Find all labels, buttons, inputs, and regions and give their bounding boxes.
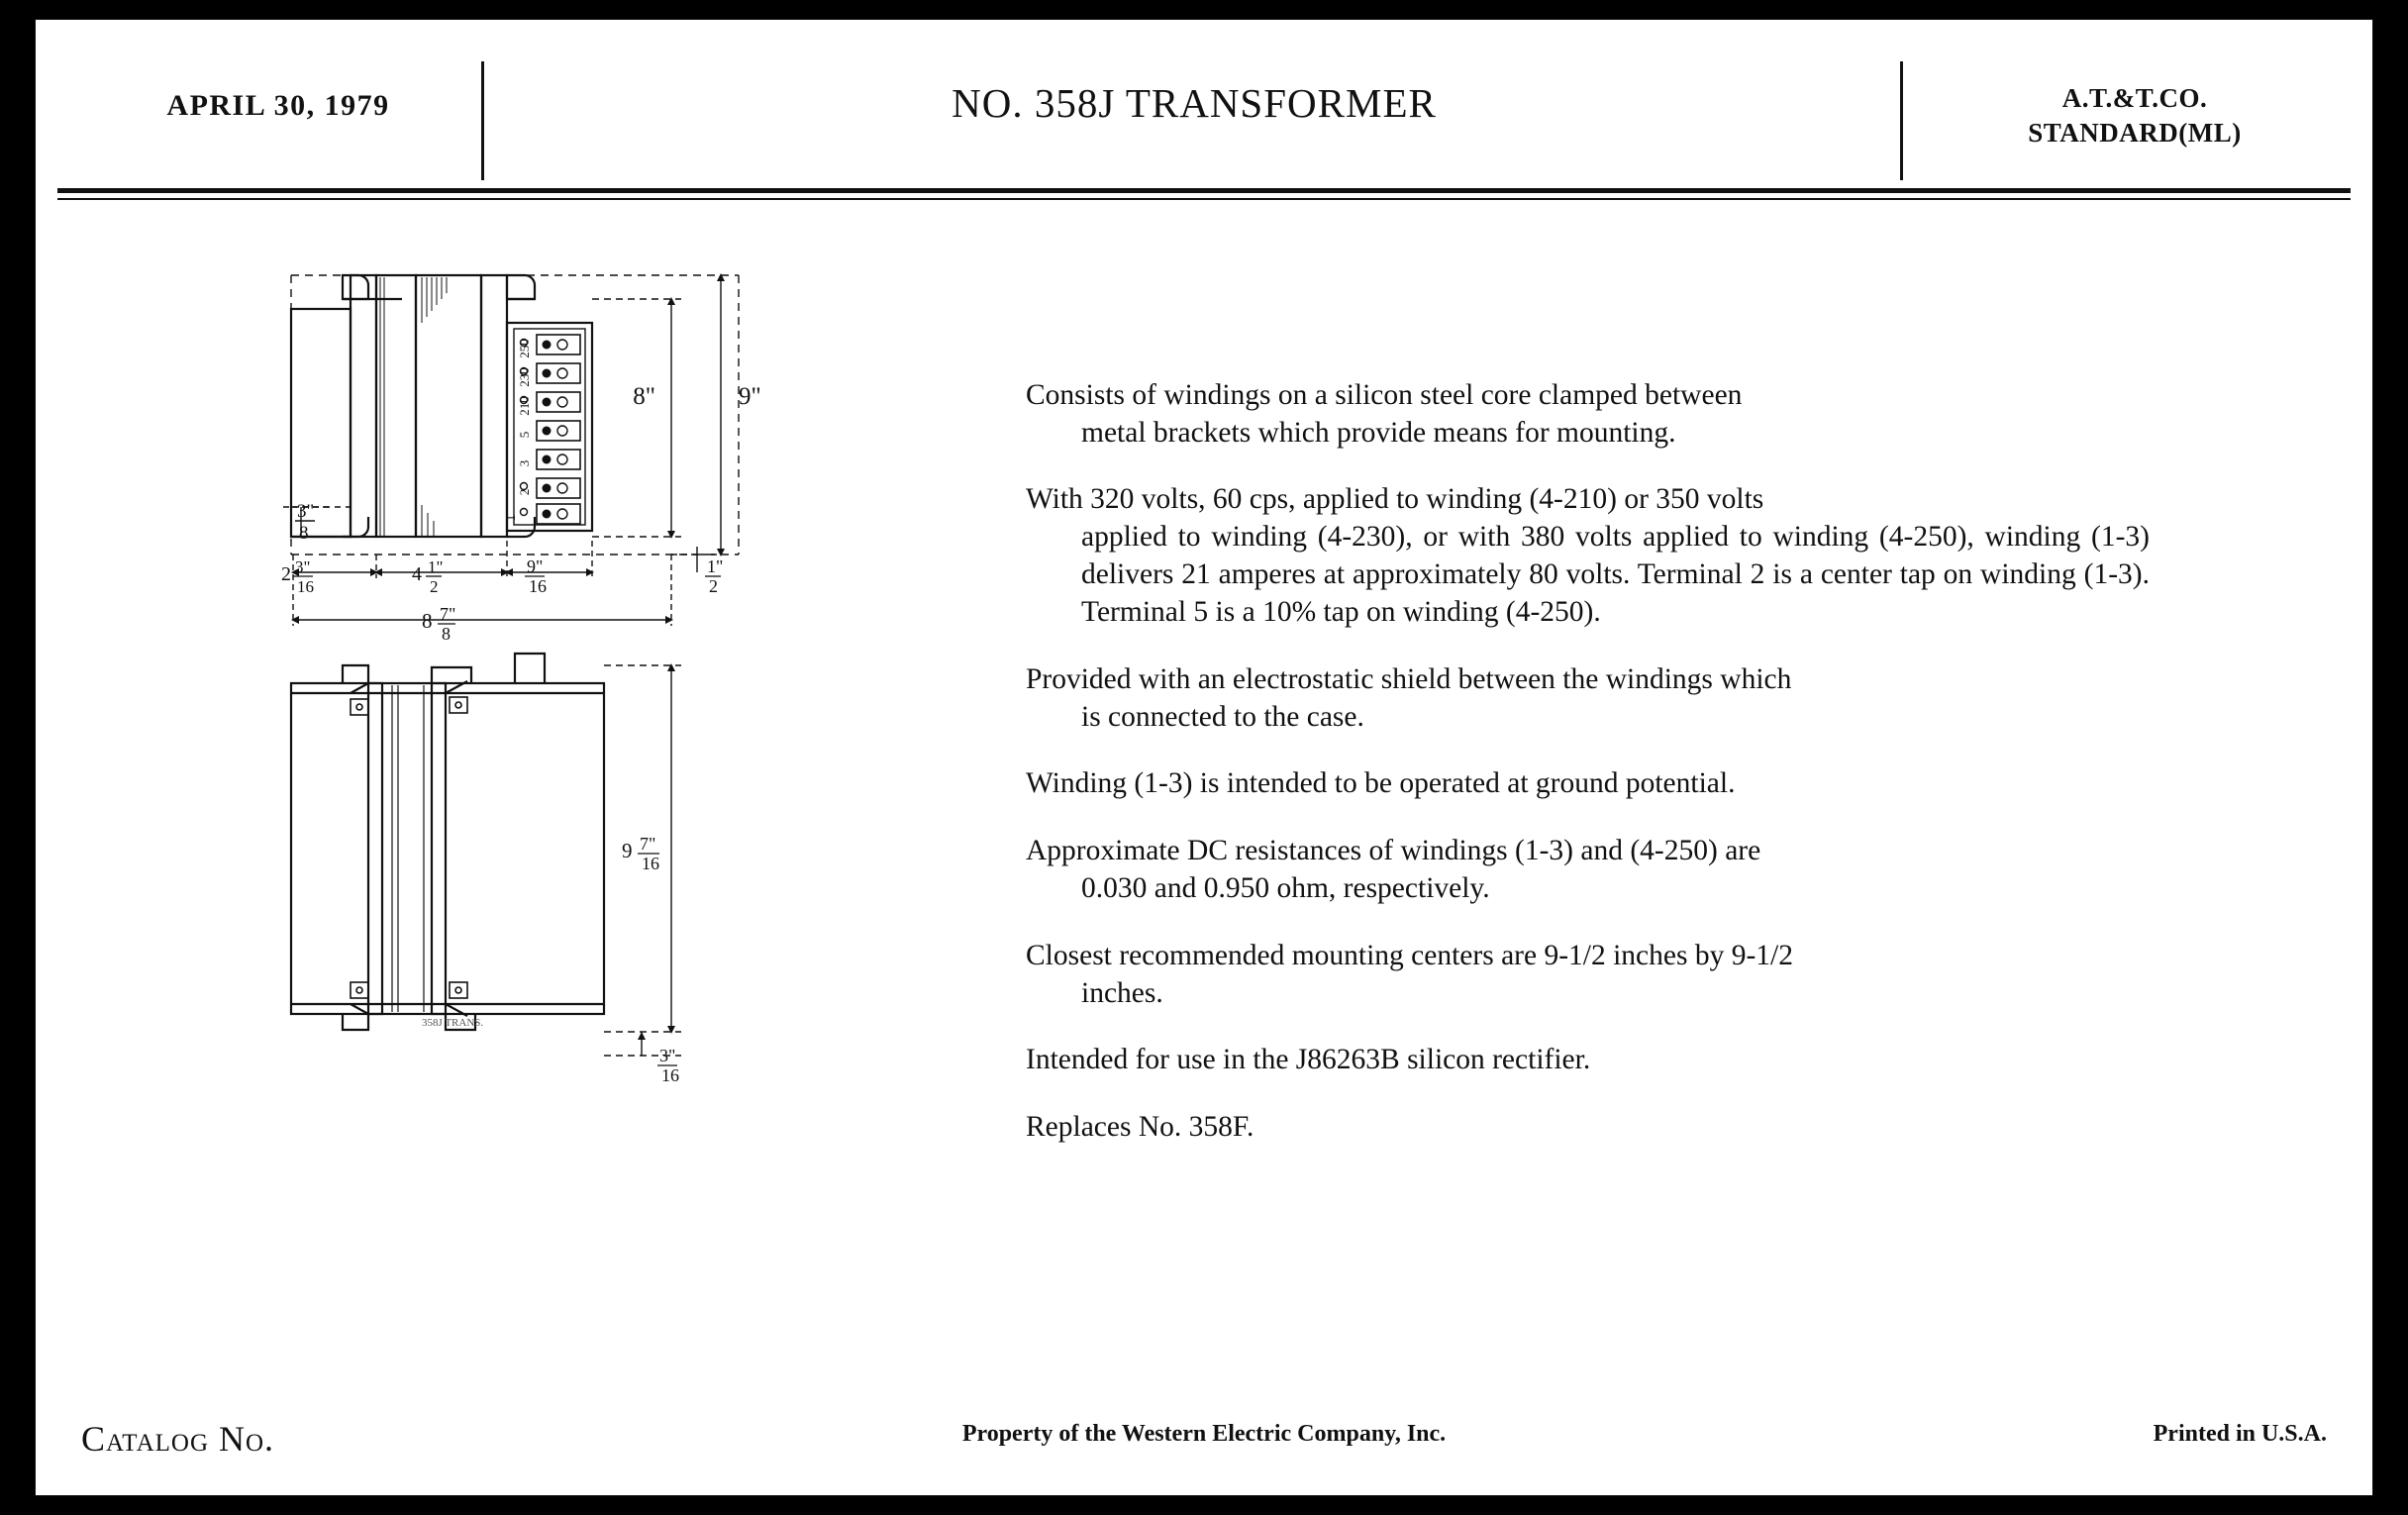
page-header xyxy=(36,20,2372,176)
paragraph-8 xyxy=(1026,1108,2150,1146)
dim-7-16-den: 16 xyxy=(642,854,659,873)
dim-1-2-num: 1" xyxy=(428,557,444,576)
dim-8-inch: 8" xyxy=(633,383,655,410)
drawing-caption: 358J TRANS. xyxy=(422,1017,484,1029)
dim-3-16b-den: 16 xyxy=(661,1065,679,1085)
dim-7-8-num: 7" xyxy=(440,604,456,624)
paragraph-1 xyxy=(1026,376,2150,452)
paragraph-3 xyxy=(1026,660,2150,736)
paragraph-4 xyxy=(1026,764,2150,802)
dim-9-inch: 9" xyxy=(739,383,761,410)
dim-3-16b-num: 3" xyxy=(659,1046,676,1065)
paragraph-7-first: Intended for use in the J86263B silicon rectifier. xyxy=(1026,1044,1591,1076)
terminal-label-2: 2 xyxy=(517,488,532,496)
dim-3-8-den: 8 xyxy=(299,523,309,544)
dim-9-side: 9 xyxy=(622,839,633,862)
dim-7-8-den: 8 xyxy=(442,624,451,644)
paragraph-2-rest: applied to winding (4-230), or with 380 volts applied to winding (4-250), winding (1-3) delivers 21 amperes at approximately 80 volts. Terminal 2 is a center tap on winding (1-3). Terminal 5 is a 10% tap on winding (4-250). xyxy=(1081,521,2150,629)
paragraph-2 xyxy=(1026,480,2150,631)
paragraph-4-first: Winding (1-3) is intended to be operated at ground potential. xyxy=(1026,767,1736,800)
terminal-label-3: 3 xyxy=(517,459,532,467)
dim-4: 4 xyxy=(412,563,422,585)
header-divider-left xyxy=(481,61,484,180)
dim-3-8-num: 3" xyxy=(297,501,315,522)
terminal-label-250: 250 xyxy=(517,339,532,358)
header-rule-thick xyxy=(57,188,2351,193)
document-page xyxy=(36,20,2372,1495)
terminal-label-1: 1 xyxy=(503,514,518,522)
header-company-line2: STANDARD(ML) xyxy=(2028,117,2242,148)
paragraph-3-first: Provided with an electrostatic shield between the windings which xyxy=(1026,662,1792,695)
dim-9-16-num: 9" xyxy=(527,556,544,576)
dim-3-16-den: 16 xyxy=(297,577,314,596)
paragraph-8-first: Replaces No. 358F. xyxy=(1026,1110,1254,1143)
dim-half-den: 2 xyxy=(709,576,718,596)
dim-2: 2 xyxy=(281,563,291,585)
paragraph-6-rest: inches. xyxy=(1081,976,1163,1009)
paragraph-3-rest: is connected to the case. xyxy=(1081,700,1364,733)
header-rule-thin xyxy=(57,198,2351,200)
paragraph-6 xyxy=(1026,937,2150,1012)
paragraph-6-first: Closest recommended mounting centers are 9-1/2 inches by 9-1/2 xyxy=(1026,939,1793,971)
terminal-label-210: 210 xyxy=(517,396,532,416)
header-date: APRIL 30, 1979 xyxy=(166,89,390,122)
paragraph-2-first: With 320 volts, 60 cps, applied to winding (4-210) or 350 volts xyxy=(1026,483,1764,516)
terminal-label-5: 5 xyxy=(517,431,532,439)
paragraph-5-rest: 0.030 and 0.950 ohm, respectively. xyxy=(1081,871,1490,904)
paragraph-1-first: Consists of windings on a silicon steel core clamped between xyxy=(1026,378,1743,411)
dim-1-2-den: 2 xyxy=(430,577,439,596)
dim-half-num: 1" xyxy=(707,556,724,576)
header-company xyxy=(1917,81,2353,150)
page-title: NO. 358J TRANSFORMER xyxy=(952,80,1437,126)
property-notice: Property of the Western Electric Company, Inc. xyxy=(961,1421,1447,1447)
dim-9-16-den: 16 xyxy=(529,576,547,596)
printed-notice: Printed in U.S.A. xyxy=(2153,1421,2327,1447)
paragraph-1-rest: metal brackets which provide means for mounting. xyxy=(1081,416,1676,449)
header-company-line1: A.T.&T.CO. xyxy=(2061,83,2208,113)
paragraph-5 xyxy=(1026,832,2150,907)
transformer-drawing xyxy=(273,257,828,1188)
body-text-column xyxy=(1026,347,2150,1162)
paragraph-7 xyxy=(1026,1041,2150,1078)
terminal-label-230: 230 xyxy=(517,367,532,387)
paragraph-5-first: Approximate DC resistances of windings (1-3) and (4-250) are xyxy=(1026,834,1761,866)
dim-8-overall: 8 xyxy=(422,609,433,633)
header-divider-right xyxy=(1900,61,1903,180)
catalog-number-label: Catalog No. xyxy=(81,1419,275,1459)
dim-3-16-num: 3" xyxy=(295,557,311,576)
dim-7-16-num: 7" xyxy=(640,834,656,854)
